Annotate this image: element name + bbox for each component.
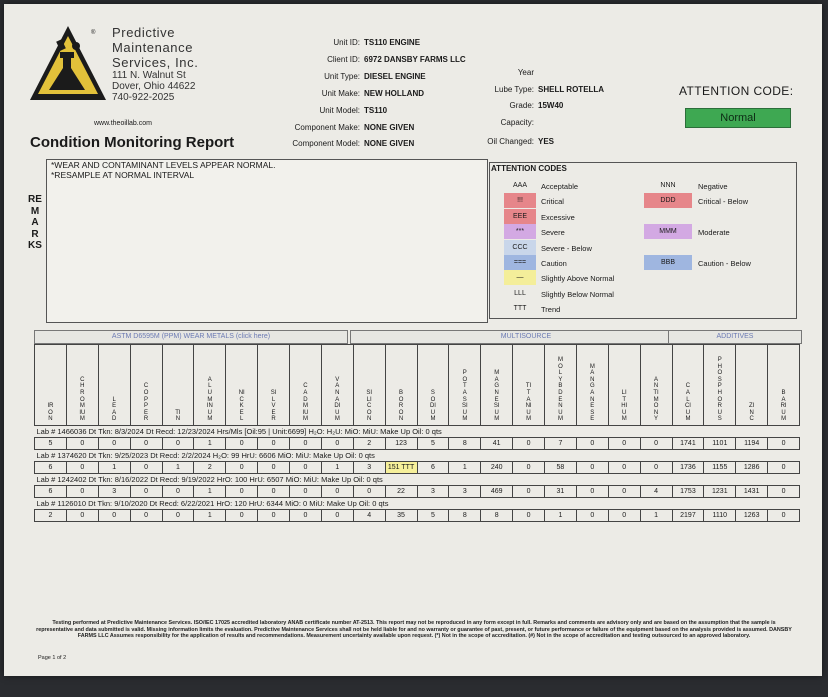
sample-info-row (35, 474, 800, 486)
value-cell: 0 (66, 438, 98, 450)
sample-values-row (35, 510, 800, 522)
client-id-label: Client ID: (327, 55, 360, 64)
sample-info-row (35, 426, 800, 438)
column-header-label: TIN (175, 409, 181, 423)
value-cell: 0 (66, 486, 98, 498)
column-header-label: SILICON (366, 390, 373, 423)
column-header (258, 345, 290, 426)
value-cell: 8 (449, 438, 481, 450)
legend-label: Caution (541, 259, 567, 268)
column-header (98, 345, 130, 426)
value-cell: 0 (66, 510, 98, 522)
value-cell: 0 (640, 462, 672, 474)
column-header (736, 345, 768, 426)
value-cell: 1 (194, 510, 226, 522)
page-number: Page 1 of 2 (38, 655, 67, 661)
legend-label: Negative (698, 182, 728, 191)
column-header (321, 345, 353, 426)
legend-label: Caution - Below (698, 259, 751, 268)
column-header-label: MAGNESIUM (493, 370, 500, 423)
value-cell: 0 (98, 510, 130, 522)
column-header-label: ZINC (749, 403, 755, 423)
column-header-label: TITANIUM (525, 383, 532, 423)
legend-code: CCC (504, 240, 536, 255)
value-cell: 1110 (704, 510, 736, 522)
value-cell: 2 (353, 438, 385, 450)
legend-label: Critical - Below (698, 197, 749, 206)
value-cell: 3 (449, 486, 481, 498)
value-cell: 3 (353, 462, 385, 474)
column-header (290, 345, 322, 426)
unit-id-value: TS110 ENGINE (364, 38, 421, 47)
sample-info-row (35, 498, 800, 510)
component-make-label: Component Make: (294, 123, 360, 132)
value-cell: 1 (194, 438, 226, 450)
legend-code: DDD (644, 193, 692, 208)
column-header (481, 345, 513, 426)
column-header (768, 345, 800, 426)
value-cell: 0 (576, 462, 608, 474)
column-header (66, 345, 98, 426)
value-cell: 0 (130, 510, 162, 522)
sample-info: Lab # 1242402 Dt Tkn: 8/16/2022 Dt Recd: 9/19/2022 HrO: 100 HrU: 6507 MiO: MiU: Make Up Oil: 0 qts (35, 474, 800, 486)
value-cell: 58 (545, 462, 577, 474)
value-cell: 3 (417, 486, 449, 498)
column-header-label: MOLYBDENUM (557, 357, 563, 423)
company-info (112, 26, 198, 103)
value-cell: 1155 (704, 462, 736, 474)
report-title: Condition Monitoring Report (30, 134, 235, 151)
value-cell: 0 (130, 462, 162, 474)
legend-label: Trend (541, 305, 561, 315)
grade-value: 15W40 (538, 101, 564, 110)
capacity-label: Capacity: (500, 118, 534, 127)
value-cell: 1 (98, 462, 130, 474)
unit-type-label: Unit Type: (324, 72, 360, 81)
component-model-value: NONE GIVEN (364, 139, 415, 148)
value-cell: 1736 (672, 462, 704, 474)
disclaimer-text: Testing performed at Predictive Maintenance Services. ISO/IEC 17025 accredited laboratory ANAB certificate number AT-2513. This report may not be reproduced in any form except in full. Remarks and comments are advisory only and are based on the assumption that the sample is representative and data submitted is valid. Missing information limits the evaluation. Predictive Maintenance Services shall not be held liable for and no warranty or guarantee of past, present, or future performance or failure of the equipment based on the analysis provided is assumed. DANSBY FARMS LLC Assumes responsibility for the application of results and recommendations. Measurement uncertainty available upon request. (*) Not in the scope of accreditation. (#) Not in the scope of accreditation and testing outsourced to an approved laboratory. (36, 620, 792, 640)
column-header (672, 345, 704, 426)
sample-info: Lab # 1374620 Dt Tkn: 9/25/2023 Dt Recd: 2/2/2024 H₂O: 99 HrU: 6606 MiO: MiU: Make Up Oil: 0 qts (35, 450, 800, 462)
value-cell: 1 (162, 462, 194, 474)
remarks-label: REMARKS (28, 194, 42, 251)
results-table (34, 344, 800, 522)
value-cell: 0 (290, 510, 322, 522)
column-header-label: NICKEL (238, 390, 245, 423)
column-header (130, 345, 162, 426)
legend-code: EEE (504, 209, 536, 224)
legend-label: Severe - Below (541, 243, 592, 253)
remark-line: *WEAR AND CONTAMINANT LEVELS APPEAR NORMAL. (51, 160, 276, 170)
additives-header: ADDITIVES (668, 330, 802, 344)
column-header-label: LEAD (112, 396, 117, 423)
column-header (545, 345, 577, 426)
legend-label: Slightly Below Normal (541, 289, 614, 299)
value-cell: 0 (640, 438, 672, 450)
value-cell: 0 (513, 486, 545, 498)
sample-info: Lab # 1466036 Dt Tkn: 8/3/2024 Dt Recd: 12/23/2024 Hrs/Mls [Oil:95 | Unit:6699] H₂O: H₂U: MiO: MiU: Make Up Oil: 0 qts (35, 426, 800, 438)
value-cell: 0 (162, 438, 194, 450)
component-make-value: NONE GIVEN (364, 123, 415, 132)
value-cell: 2 (194, 462, 226, 474)
company-name-line: Predictive (112, 25, 176, 40)
value-cell: 6 (35, 486, 67, 498)
legend-label: Excessive (541, 212, 575, 222)
value-cell: 0 (226, 462, 258, 474)
sample-info-row (35, 450, 800, 462)
value-cell: 0 (353, 486, 385, 498)
company-name-line: Services, Inc. (112, 55, 199, 70)
company-name-line: Maintenance (112, 40, 194, 55)
flask-logo-icon (28, 22, 108, 104)
value-cell: 1286 (736, 462, 768, 474)
attention-code-title: ATTENTION CODE: (679, 84, 794, 98)
year-label: Year (517, 68, 534, 77)
column-header-label: CADMIUM (302, 383, 309, 423)
value-cell: 0 (258, 462, 290, 474)
value-cell: 1263 (736, 510, 768, 522)
value-cell: 1 (545, 510, 577, 522)
column-header-label: VANADIUM (334, 376, 341, 423)
unit-type-value: DIESEL ENGINE (364, 72, 426, 81)
value-cell: 8 (449, 510, 481, 522)
value-cell: 0 (513, 462, 545, 474)
unit-model-label: Unit Model: (319, 106, 360, 115)
column-header-label: BARIUM (780, 390, 787, 423)
value-cell: 0 (608, 486, 640, 498)
sample-info: Lab # 1126010 Dt Tkn: 9/10/2020 Dt Recd: 6/22/2021 HrO: 120 HrU: 6344 MiO: 0 MiU: Make Up Oil: 0 qts (35, 498, 800, 510)
column-header (226, 345, 258, 426)
value-cell: 0 (226, 438, 258, 450)
company-phone: 740-922-2025 (112, 92, 175, 103)
value-cell: 0 (290, 438, 322, 450)
multisource-header: MULTISOURCE (350, 330, 702, 344)
value-cell: 0 (321, 510, 353, 522)
value-cell: 1 (194, 486, 226, 498)
column-header-label: CHROMIUM (79, 376, 86, 423)
value-cell: 0 (66, 462, 98, 474)
oil-changed-value: YES (538, 137, 555, 146)
value-cell: 123 (385, 438, 417, 450)
value-cell: 0 (768, 438, 800, 450)
column-header (449, 345, 481, 426)
value-cell: 0 (226, 486, 258, 498)
value-cell: 469 (481, 486, 513, 498)
value-cell: 0 (768, 462, 800, 474)
value-cell: 4 (640, 486, 672, 498)
value-cell: 31 (545, 486, 577, 498)
value-cell: 0 (608, 462, 640, 474)
column-header (194, 345, 226, 426)
lube-type-value: SHELL ROTELLA (538, 85, 605, 94)
value-cell: 0 (162, 510, 194, 522)
value-cell: 240 (481, 462, 513, 474)
column-header (35, 345, 67, 426)
trademark-symbol: ® (91, 30, 96, 36)
value-cell: 35 (385, 510, 417, 522)
value-cell: 6 (35, 462, 67, 474)
column-header-label: IRON (47, 403, 54, 423)
column-header-row (35, 345, 800, 426)
value-cell: 1431 (736, 486, 768, 498)
column-header-label: MANGANESE (589, 363, 595, 423)
value-cell: 7 (545, 438, 577, 450)
legend-code: AAA (504, 178, 536, 193)
legend-code: MMM (644, 224, 692, 239)
remarks-box (46, 159, 488, 323)
wear-metals-link[interactable]: ASTM D6595M (PPM) WEAR METALS (click here) (34, 330, 348, 344)
value-cell: 0 (162, 486, 194, 498)
value-cell: 6 (417, 462, 449, 474)
value-cell: 22 (385, 486, 417, 498)
value-cell: 1753 (672, 486, 704, 498)
column-header (608, 345, 640, 426)
value-cell: 1741 (672, 438, 704, 450)
value-cell: 2197 (672, 510, 704, 522)
company-address: Dover, Ohio 44622 (112, 81, 196, 92)
value-cell: 0 (258, 510, 290, 522)
value-cell: 0 (576, 438, 608, 450)
column-header-label: BORON (398, 390, 404, 423)
legend-code: === (504, 255, 536, 270)
column-header (417, 345, 449, 426)
column-header-label: POTASSIUM (461, 370, 468, 423)
value-cell: 1231 (704, 486, 736, 498)
grade-label: Grade: (509, 101, 534, 110)
value-cell: 0 (290, 462, 322, 474)
legend-code: LLL (504, 286, 536, 301)
value-cell: 0 (98, 438, 130, 450)
column-header (162, 345, 194, 426)
legend-code: — (504, 270, 536, 285)
value-cell: 0 (513, 438, 545, 450)
column-header-label: SODIUM (429, 390, 436, 423)
value-cell: 0 (321, 438, 353, 450)
column-header-label: LITHIUM (621, 390, 628, 423)
value-cell: 0 (321, 486, 353, 498)
report-page (4, 4, 822, 676)
legend-label: Slightly Above Normal (541, 274, 615, 284)
column-header-label: ALUMINUM (206, 376, 213, 423)
value-cell: 0 (608, 510, 640, 522)
client-id-value: 6972 DANSBY FARMS LLC (364, 55, 466, 64)
value-cell: 0 (290, 486, 322, 498)
value-cell: 1 (640, 510, 672, 522)
column-header (640, 345, 672, 426)
value-cell: 1 (321, 462, 353, 474)
legend-code: *** (504, 224, 536, 239)
remark-line: *RESAMPLE AT NORMAL INTERVAL (51, 170, 195, 180)
company-address: 111 N. Walnut St (112, 70, 186, 81)
value-cell: 2 (35, 510, 67, 522)
column-header (385, 345, 417, 426)
value-cell: 0 (130, 438, 162, 450)
unit-make-value: NEW HOLLAND (364, 89, 424, 98)
unit-model-value: TS110 (364, 106, 388, 115)
column-header (704, 345, 736, 426)
unit-make-label: Unit Make: (321, 89, 360, 98)
value-cell: 0 (768, 510, 800, 522)
value-cell: 0 (130, 486, 162, 498)
oil-changed-label: Oil Changed: (487, 137, 534, 146)
attention-code-status: Normal (685, 108, 791, 128)
lube-type-label: Lube Type: (494, 85, 534, 94)
legend-label: Acceptable (541, 182, 579, 191)
legend-code: BBB (644, 255, 692, 270)
column-header (353, 345, 385, 426)
legend-code: TTT (504, 301, 536, 316)
value-cell: 4 (353, 510, 385, 522)
value-cell: 151 TTT (385, 462, 417, 474)
value-cell: 1 (449, 462, 481, 474)
sample-values-row (35, 438, 800, 450)
legend-label: Severe (541, 228, 565, 238)
unit-id-label: Unit ID: (333, 38, 360, 47)
value-cell: 0 (608, 438, 640, 450)
value-cell: 5 (417, 438, 449, 450)
value-cell: 0 (576, 486, 608, 498)
sample-values-row (35, 462, 800, 474)
legend-code: !!! (504, 193, 536, 208)
value-cell: 3 (98, 486, 130, 498)
sample-values-row (35, 486, 800, 498)
value-cell: 1194 (736, 438, 768, 450)
value-cell: 0 (258, 486, 290, 498)
value-cell: 5 (417, 510, 449, 522)
legend-title: ATTENTION CODES (491, 164, 567, 173)
column-header-label: COPPER (143, 383, 149, 423)
value-cell: 0 (576, 510, 608, 522)
column-header-label: PHOSPHORUS (717, 357, 723, 423)
value-cell: 0 (513, 510, 545, 522)
column-header (513, 345, 545, 426)
value-cell: 5 (35, 438, 67, 450)
column-header (576, 345, 608, 426)
value-cell: 0 (768, 486, 800, 498)
column-header-label: SILVER (270, 390, 277, 423)
company-website[interactable]: www.theoillab.com (94, 120, 152, 127)
value-cell: 0 (258, 438, 290, 450)
value-cell: 8 (481, 510, 513, 522)
legend-code: NNN (644, 178, 692, 193)
value-cell: 41 (481, 438, 513, 450)
value-cell: 0 (226, 510, 258, 522)
legend-label: Critical (541, 197, 564, 207)
column-header-label: ANTIMONY (653, 376, 659, 423)
legend-label: Moderate (698, 228, 730, 237)
column-header-label: CALCIUM (684, 383, 691, 423)
value-cell: 1101 (704, 438, 736, 450)
component-model-label: Component Model: (292, 139, 360, 148)
